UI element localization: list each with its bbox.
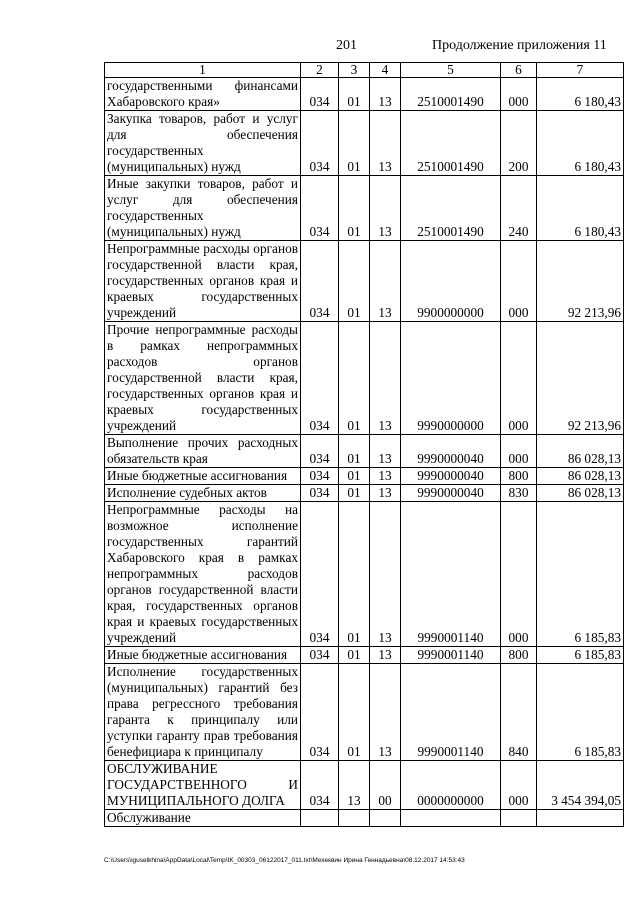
page-number: 201 <box>336 38 357 53</box>
row-description: государственными финансами Хабаровского края» <box>105 78 301 111</box>
row-cell-c6: 000 <box>501 761 537 810</box>
table-row <box>105 435 624 468</box>
row-cell-c5: 9990001140 <box>401 664 501 761</box>
row-cell-c3: 01 <box>339 322 370 435</box>
footer-file-path: C:\Users\iguselkhina\AppData\Local\Temp\IK_00303_06122017_011.txt\Мехеквин Ирина Геннадьевна\08.12.2017 14:53:43 <box>104 857 465 864</box>
column-header: 6 <box>501 63 537 78</box>
row-cell-c5: 2510001490 <box>401 111 501 176</box>
row-cell-c6: 240 <box>501 176 537 241</box>
row-cell-c2: 034 <box>301 664 339 761</box>
row-cell-c6: 200 <box>501 111 537 176</box>
row-cell-c6: 000 <box>501 435 537 468</box>
row-description: Прочие непрограммные расходы в рамках непрограммных расходов органов государственной власти края, государственных органов края и краевых государственных учреждений <box>105 322 301 435</box>
row-cell-c3: 01 <box>339 241 370 322</box>
row-cell-c7: 86 028,13 <box>537 485 624 502</box>
column-header: 3 <box>339 63 370 78</box>
row-cell-c3: 01 <box>339 78 370 111</box>
row-cell-c6: 800 <box>501 647 537 664</box>
row-cell-c2: 034 <box>301 176 339 241</box>
row-cell-c7: 92 213,96 <box>537 322 624 435</box>
row-cell-c5 <box>401 810 501 827</box>
row-cell-c2: 034 <box>301 485 339 502</box>
row-cell-c4: 13 <box>370 322 401 435</box>
row-cell-c7: 6 180,43 <box>537 176 624 241</box>
row-description: Иные бюджетные ассигнования <box>105 647 301 664</box>
row-description: Обслуживание <box>105 810 301 827</box>
row-cell-c7: 86 028,13 <box>537 435 624 468</box>
row-cell-c5: 2510001490 <box>401 78 501 111</box>
table-row <box>105 485 624 502</box>
row-cell-c2 <box>301 810 339 827</box>
row-cell-c4: 13 <box>370 111 401 176</box>
column-header: 5 <box>401 63 501 78</box>
table-row <box>105 176 624 241</box>
row-cell-c5: 9990001140 <box>401 502 501 647</box>
row-cell-c4: 13 <box>370 502 401 647</box>
row-cell-c6: 830 <box>501 485 537 502</box>
table-row <box>105 810 624 827</box>
table-row <box>105 241 624 322</box>
row-cell-c7: 6 180,43 <box>537 78 624 111</box>
row-cell-c2: 034 <box>301 111 339 176</box>
column-header: 1 <box>105 63 301 78</box>
table-row <box>105 78 624 111</box>
column-header: 4 <box>370 63 401 78</box>
row-cell-c5: 9990000040 <box>401 435 501 468</box>
row-cell-c2: 034 <box>301 761 339 810</box>
row-cell-c3: 13 <box>339 761 370 810</box>
row-cell-c3: 01 <box>339 647 370 664</box>
table-row <box>105 322 624 435</box>
row-cell-c4: 13 <box>370 435 401 468</box>
table-row <box>105 502 624 647</box>
row-cell-c4: 13 <box>370 241 401 322</box>
row-cell-c6: 000 <box>501 322 537 435</box>
row-cell-c3: 01 <box>339 111 370 176</box>
row-cell-c4: 13 <box>370 485 401 502</box>
row-cell-c2: 034 <box>301 322 339 435</box>
row-cell-c4: 00 <box>370 761 401 810</box>
row-cell-c7: 3 454 394,05 <box>537 761 624 810</box>
table-row <box>105 761 624 810</box>
row-cell-c4: 13 <box>370 664 401 761</box>
row-cell-c5: 9900000000 <box>401 241 501 322</box>
row-cell-c6: 000 <box>501 241 537 322</box>
row-cell-c3: 01 <box>339 176 370 241</box>
column-header: 7 <box>537 63 624 78</box>
row-cell-c7: 6 185,83 <box>537 664 624 761</box>
row-cell-c2: 034 <box>301 435 339 468</box>
row-description: Иные бюджетные ассигнования <box>105 468 301 485</box>
table-row <box>105 111 624 176</box>
row-cell-c7 <box>537 810 624 827</box>
row-cell-c5: 9990000040 <box>401 468 501 485</box>
row-description: Исполнение судебных актов <box>105 485 301 502</box>
row-cell-c2: 034 <box>301 241 339 322</box>
row-cell-c7: 6 185,83 <box>537 647 624 664</box>
row-cell-c3: 01 <box>339 435 370 468</box>
table-row <box>105 647 624 664</box>
row-cell-c2: 034 <box>301 502 339 647</box>
row-cell-c6: 840 <box>501 664 537 761</box>
row-cell-c7: 86 028,13 <box>537 468 624 485</box>
row-cell-c4: 13 <box>370 468 401 485</box>
row-description: Выполнение прочих расходных обязательств края <box>105 435 301 468</box>
row-cell-c5: 9990000000 <box>401 322 501 435</box>
row-cell-c2: 034 <box>301 647 339 664</box>
row-cell-c2: 034 <box>301 78 339 111</box>
row-cell-c4: 13 <box>370 176 401 241</box>
row-cell-c3: 01 <box>339 664 370 761</box>
row-cell-c7: 6 185,83 <box>537 502 624 647</box>
column-header: 2 <box>301 63 339 78</box>
row-description: Иные закупки товаров, работ и услуг для обеспечения государственных (муниципальных) нужд <box>105 176 301 241</box>
row-description: Непрограммные расходы на возможное исполнение государственных гарантий Хабаровского края в рамках непрограммных расходов органов государственной власти края, государственных органов края и краевых государственных учреждений <box>105 502 301 647</box>
row-cell-c5: 2510001490 <box>401 176 501 241</box>
row-description: ОБСЛУЖИВАНИЕ ГОСУДАРСТВЕННОГО И МУНИЦИПАЛЬНОГО ДОЛГА <box>105 761 301 810</box>
row-cell-c6: 800 <box>501 468 537 485</box>
row-cell-c5: 9990001140 <box>401 647 501 664</box>
row-description: Исполнение государственных (муниципальных) гарантий без права регрессного требования гаранта к принципалу или уступки гаранту прав требования бенефициара к принципалу <box>105 664 301 761</box>
row-cell-c3: 01 <box>339 485 370 502</box>
row-cell-c6 <box>501 810 537 827</box>
row-cell-c4: 13 <box>370 647 401 664</box>
row-description: Закупка товаров, работ и услуг для обеспечения государственных (муниципальных) нужд <box>105 111 301 176</box>
table-row <box>105 664 624 761</box>
row-cell-c3 <box>339 810 370 827</box>
row-cell-c2: 034 <box>301 468 339 485</box>
row-description: Непрограммные расходы органов государственной власти края, государственных органов края и краевых государственных учреждений <box>105 241 301 322</box>
row-cell-c5: 0000000000 <box>401 761 501 810</box>
row-cell-c7: 6 180,43 <box>537 111 624 176</box>
table-header-row <box>105 63 624 78</box>
row-cell-c4: 13 <box>370 78 401 111</box>
row-cell-c6: 000 <box>501 78 537 111</box>
row-cell-c3: 01 <box>339 468 370 485</box>
row-cell-c7: 92 213,96 <box>537 241 624 322</box>
table-row <box>105 468 624 485</box>
row-cell-c6: 000 <box>501 502 537 647</box>
row-cell-c5: 9990000040 <box>401 485 501 502</box>
row-cell-c4 <box>370 810 401 827</box>
budget-table <box>104 62 624 827</box>
row-cell-c3: 01 <box>339 502 370 647</box>
appendix-continuation-note: Продолжение приложения 11 <box>432 38 607 53</box>
